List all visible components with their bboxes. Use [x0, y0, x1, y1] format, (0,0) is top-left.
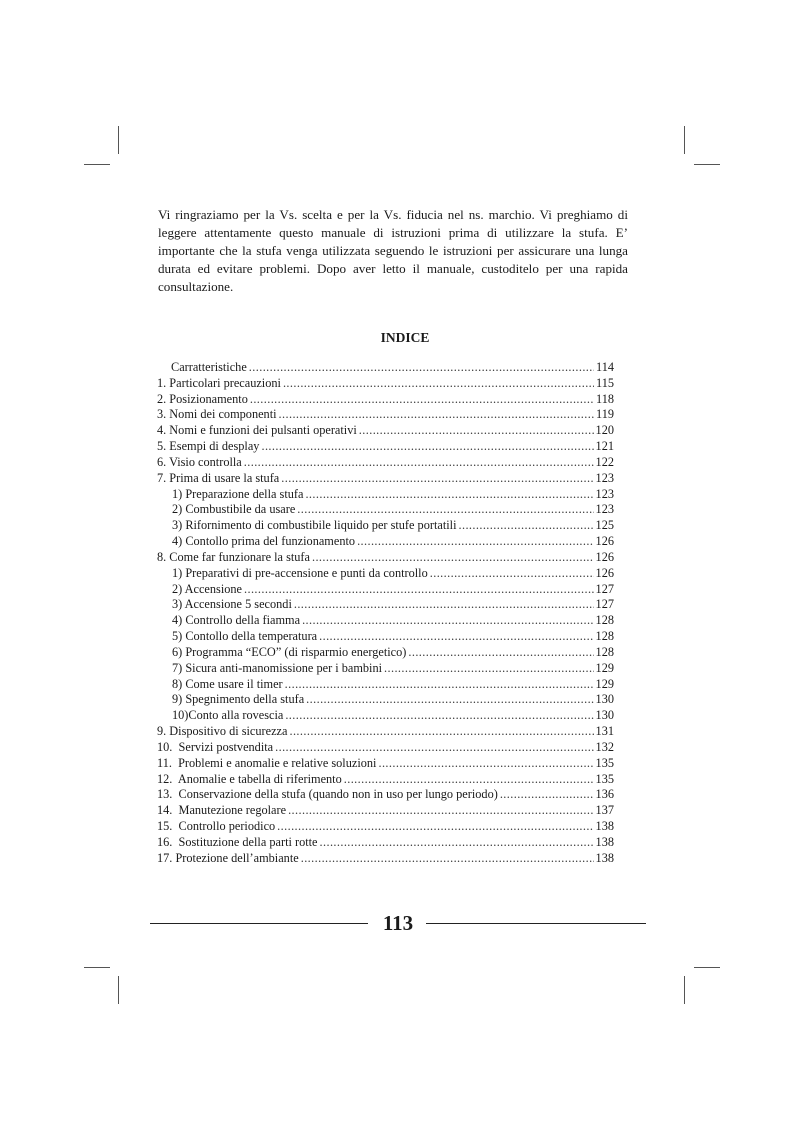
toc-leader-dots: [312, 550, 594, 566]
toc-entry-page: 115: [596, 375, 614, 390]
toc-entry-page: 135: [595, 771, 614, 786]
toc-entry-title: 5. Esempi di desplay: [157, 439, 260, 454]
crop-mark: [118, 126, 119, 154]
toc-leader-dots: [288, 803, 593, 819]
toc-leader-dots: [261, 439, 593, 455]
crop-mark: [118, 976, 119, 1004]
toc-entry: [157, 439, 614, 455]
toc-entry-title: 14. Manutezione regolare: [157, 803, 287, 818]
toc-entry-page: 120: [595, 423, 614, 438]
toc-leader-dots: [357, 534, 593, 550]
toc-entry-page: 131: [595, 724, 614, 739]
toc-entry-page: 138: [595, 819, 614, 834]
toc-leader-dots: [384, 661, 594, 677]
toc-entry-title: 5) Contollo della temperatura: [172, 629, 318, 644]
toc-entry-page: 127: [595, 597, 614, 612]
toc-entry-title: 3) Rifornimento di combustibile liquido per stufe portatili: [172, 518, 457, 533]
toc-entry-page: 128: [595, 644, 614, 659]
toc-entry-title: 10)Conto alla rovescia: [172, 708, 284, 723]
toc-entry-title: 11. Problemi e anomalie e relative soluzioni: [157, 755, 377, 770]
toc-entry: [157, 645, 614, 661]
toc-entry-title: 3. Nomi dei componenti: [157, 407, 277, 422]
toc-entry: [157, 835, 614, 851]
toc-entry-title: 4) Controllo della fiamma: [172, 613, 301, 628]
toc-leader-dots: [459, 518, 594, 534]
toc-entry-title: 3) Accensione 5 secondi: [172, 597, 292, 612]
toc-entry: [157, 360, 614, 376]
toc-entry-title: 1. Particolari precauzioni: [157, 375, 281, 390]
toc-leader-dots: [281, 471, 593, 487]
toc-entry-title: 13. Conservazione della stufa (quando non in uso per lungo periodo): [157, 787, 498, 802]
toc-entry: [157, 851, 614, 867]
toc-entry: [157, 407, 614, 423]
toc-entry: [157, 772, 614, 788]
toc-leader-dots: [305, 487, 593, 503]
table-of-contents: [157, 360, 614, 867]
toc-entry-page: 125: [595, 518, 614, 533]
toc-entry-page: 137: [595, 803, 614, 818]
toc-entry-title: 7. Prima di usare la stufa: [157, 470, 280, 485]
toc-entry: [157, 471, 614, 487]
toc-leader-dots: [297, 502, 593, 518]
toc-leader-dots: [244, 582, 594, 598]
toc-entry-page: 132: [595, 739, 614, 754]
toc-entry-title: 17. Protezione dell’ambiante: [157, 850, 299, 865]
toc-entry: [157, 803, 614, 819]
toc-entry: [157, 692, 614, 708]
toc-entry: [157, 629, 614, 645]
toc-entry-title: 4. Nomi e funzioni dei pulsanti operativi: [157, 423, 357, 438]
toc-entry: [157, 740, 614, 756]
toc-entry-page: 138: [595, 834, 614, 849]
toc-entry: [157, 582, 614, 598]
toc-leader-dots: [359, 423, 594, 439]
toc-entry-page: 135: [595, 755, 614, 770]
toc-entry-title: 6) Programma “ECO” (di risparmio energetico): [172, 644, 407, 659]
toc-entry-page: 128: [595, 629, 614, 644]
toc-entry-page: 118: [596, 391, 614, 406]
toc-leader-dots: [289, 724, 593, 740]
toc-leader-dots: [306, 692, 593, 708]
intro-paragraph: Vi ringraziamo per la Vs. scelta e per la Vs. fiducia nel ns. marchio. Vi preghiamo di leggere attentamente questo manuale di istruzioni prima di utilizzare la stufa. E’ importante che la stufa venga utilizzata seguendo le istruzioni per assicurare una lunga durata ed evitare problemi. Dopo aver letto il manuale, custoditelo per una rapida consultazione.: [158, 207, 628, 294]
toc-entry-title: 2. Posizionamento: [157, 391, 248, 406]
toc-entry-title: 12. Anomalie e tabella di riferimento: [157, 771, 342, 786]
toc-entry: [157, 661, 614, 677]
toc-leader-dots: [408, 645, 593, 661]
toc-leader-dots: [500, 787, 594, 803]
toc-entry-title: 7) Sicura anti-manomissione per i bambini: [172, 660, 383, 675]
crop-mark: [694, 967, 720, 968]
toc-entry-page: 126: [595, 549, 614, 564]
toc-entry: [157, 724, 614, 740]
toc-leader-dots: [301, 851, 594, 867]
toc-leader-dots: [250, 392, 594, 408]
toc-entry-title: 1) Preparativi di pre-accensione e punti da controllo: [172, 565, 428, 580]
toc-entry-page: 126: [595, 565, 614, 580]
index-title: INDICE: [380, 330, 430, 345]
toc-entry-page: 123: [595, 486, 614, 501]
toc-entry-page: 130: [595, 692, 614, 707]
toc-entry-title: 8) Come usare il timer: [172, 676, 283, 691]
toc-leader-dots: [249, 360, 594, 376]
toc-entry-title: 1) Preparazione della stufa: [172, 486, 304, 501]
toc-entry: [157, 597, 614, 613]
toc-entry-page: 114: [596, 360, 614, 374]
toc-entry-page: 130: [595, 708, 614, 723]
toc-leader-dots: [320, 835, 594, 851]
toc-entry: [157, 566, 614, 582]
toc-entry-page: 127: [595, 581, 614, 596]
toc-entry-page: 126: [595, 534, 614, 549]
toc-leader-dots: [244, 455, 594, 471]
toc-entry-page: 122: [595, 454, 614, 469]
toc-entry: [157, 502, 614, 518]
toc-entry: [157, 550, 614, 566]
toc-entry-page: 138: [595, 850, 614, 865]
toc-leader-dots: [275, 740, 593, 756]
crop-mark: [84, 164, 110, 165]
toc-entry-page: 136: [595, 787, 614, 802]
toc-entry-page: 123: [595, 502, 614, 517]
toc-leader-dots: [378, 756, 593, 772]
toc-leader-dots: [285, 708, 593, 724]
toc-entry: [157, 423, 614, 439]
crop-mark: [84, 967, 110, 968]
toc-entry-title: 16. Sostituzione della parti rotte: [157, 834, 318, 849]
toc-entry-title: 10. Servizi postvendita: [157, 739, 274, 754]
toc-entry: [157, 487, 614, 503]
toc-leader-dots: [285, 677, 594, 693]
toc-leader-dots: [283, 376, 594, 392]
toc-leader-dots: [302, 613, 593, 629]
toc-entry-title: 2) Combustibile da usare: [172, 502, 296, 517]
toc-entry: [157, 756, 614, 772]
toc-entry-page: 123: [595, 470, 614, 485]
toc-entry: [157, 376, 614, 392]
toc-entry-page: 129: [595, 660, 614, 675]
toc-entry: [157, 392, 614, 408]
toc-entry-page: 119: [596, 407, 614, 422]
toc-entry: [157, 708, 614, 724]
page-number: 113: [382, 911, 414, 935]
toc-entry-title: 4) Contollo prima del funzionamento: [172, 534, 356, 549]
toc-entry-page: 121: [595, 439, 614, 454]
toc-entry: [157, 455, 614, 471]
toc-entry-title: 9. Dispositivo di sicurezza: [157, 724, 288, 739]
crop-mark: [684, 126, 685, 154]
toc-entry-title: 8. Come far funzionare la stufa: [157, 549, 310, 564]
toc-entry: [157, 534, 614, 550]
toc-entry-title: 2) Accensione: [172, 581, 242, 596]
toc-entry-title: Carratteristiche: [171, 360, 247, 374]
toc-leader-dots: [279, 407, 594, 423]
toc-entry-page: 128: [595, 613, 614, 628]
toc-leader-dots: [344, 772, 594, 788]
toc-entry: [157, 819, 614, 835]
toc-entry-page: 129: [595, 676, 614, 691]
page-footer: [150, 908, 646, 938]
toc-entry: [157, 518, 614, 534]
crop-mark: [684, 976, 685, 1004]
toc-leader-dots: [319, 629, 593, 645]
toc-leader-dots: [294, 597, 594, 613]
crop-mark: [694, 164, 720, 165]
toc-leader-dots: [277, 819, 593, 835]
toc-entry: [157, 613, 614, 629]
toc-entry-title: 15. Controllo periodico: [157, 819, 276, 834]
toc-entry-title: 6. Visio controlla: [157, 454, 242, 469]
toc-entry-title: 9) Spegnimento della stufa: [172, 692, 305, 707]
toc-leader-dots: [430, 566, 594, 582]
toc-entry: [157, 677, 614, 693]
toc-entry: [157, 787, 614, 803]
